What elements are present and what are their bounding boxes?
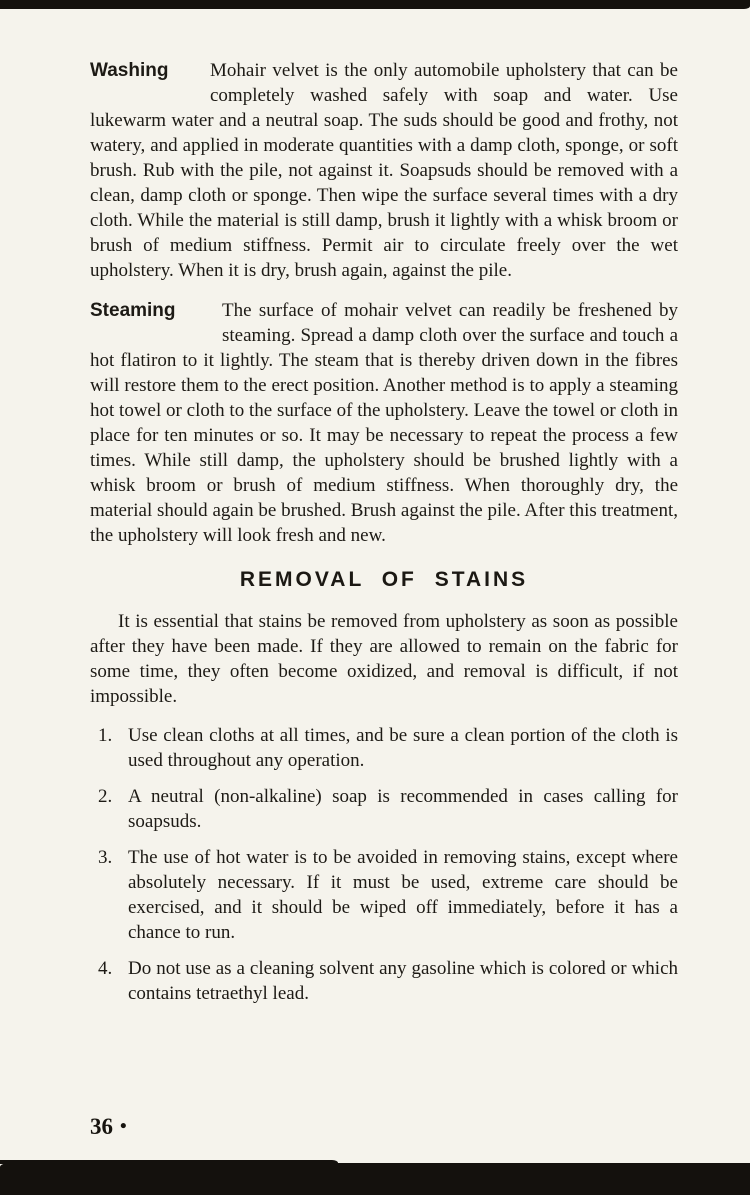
- steaming-heading: Steaming: [90, 300, 176, 321]
- scan-edge-bottom: [0, 1163, 750, 1195]
- list-item-text: A neutral (non-alkaline) soap is recommended in cases calling for soapsuds.: [128, 786, 678, 832]
- list-item: [90, 956, 678, 1006]
- book-page: [90, 58, 678, 1017]
- stain-rules-list: [90, 723, 678, 1006]
- list-item-number: 2.: [98, 786, 113, 807]
- list-item-text: Do not use as a cleaning solvent any gasoline which is colored or which contains tetraethyl lead.: [128, 958, 678, 1004]
- washing-text: Mohair velvet is the only automobile upholstery that can be completely washed safely with soap and water. Use lukewarm water and a neutral soap. The suds should be good and frothy, not watery, and applied in moderate quantities with a damp cloth, sponge, or soft brush. Rub with the pile, not against it. Soapsuds should be removed with a clean, damp cloth or sponge. Then wipe the surface several times with a dry cloth. While the material is still damp, brush it lightly with a whisk broom or brush of medium stiffness. Permit air to circulate freely over the wet upholstery. When it is dry, brush again, against the pile.: [90, 60, 678, 281]
- list-item-number: 3.: [98, 847, 113, 868]
- list-item-number: 1.: [98, 725, 113, 746]
- removal-of-stains-heading: REMOVAL OF STAINS: [239, 568, 529, 591]
- list-item-text: Use clean cloths at all times, and be sure a clean portion of the cloth is used throughout any operation.: [128, 725, 678, 771]
- steaming-paragraph: [90, 298, 678, 548]
- scan-edge-top: [0, 0, 750, 9]
- washing-heading: Washing: [90, 60, 169, 81]
- page-number: [90, 1114, 127, 1140]
- list-item-number: 4.: [98, 958, 113, 979]
- page-number-value: 36: [90, 1114, 113, 1139]
- stains-intro-paragraph: It is essential that stains be removed from upholstery as soon as possible after they have been made. If they are allowed to remain on the fabric for some time, they often become oxidized, and removal is difficult, if not impossible.: [90, 611, 678, 707]
- list-item: [90, 845, 678, 945]
- steaming-text: The surface of mohair velvet can readily be freshened by steaming. Spread a damp cloth over the surface and touch a hot flatiron to it lightly. The steam that is thereby driven down in the fibres will restore them to the erect position. Another method is to apply a steaming hot towel or cloth to the surface of the upholstery. Leave the towel or cloth in place for ten minutes or so. It may be necessary to repeat the process a few times. While still damp, the upholstery should be brushed lightly with a whisk broom or brush of medium stiffness. When thoroughly dry, the material should again be brushed. Brush against the pile. After this treatment, the upholstery will look fresh and new.: [90, 300, 678, 546]
- list-item: [90, 784, 678, 834]
- washing-paragraph: [90, 58, 678, 283]
- list-item-text: The use of hot water is to be avoided in removing stains, except where absolutely necessary. If it must be used, extreme care should be exercised, and it should be wiped off immediately, before it has a chance to run.: [128, 847, 678, 943]
- page-number-bullet: •: [120, 1116, 127, 1137]
- list-item: [90, 723, 678, 773]
